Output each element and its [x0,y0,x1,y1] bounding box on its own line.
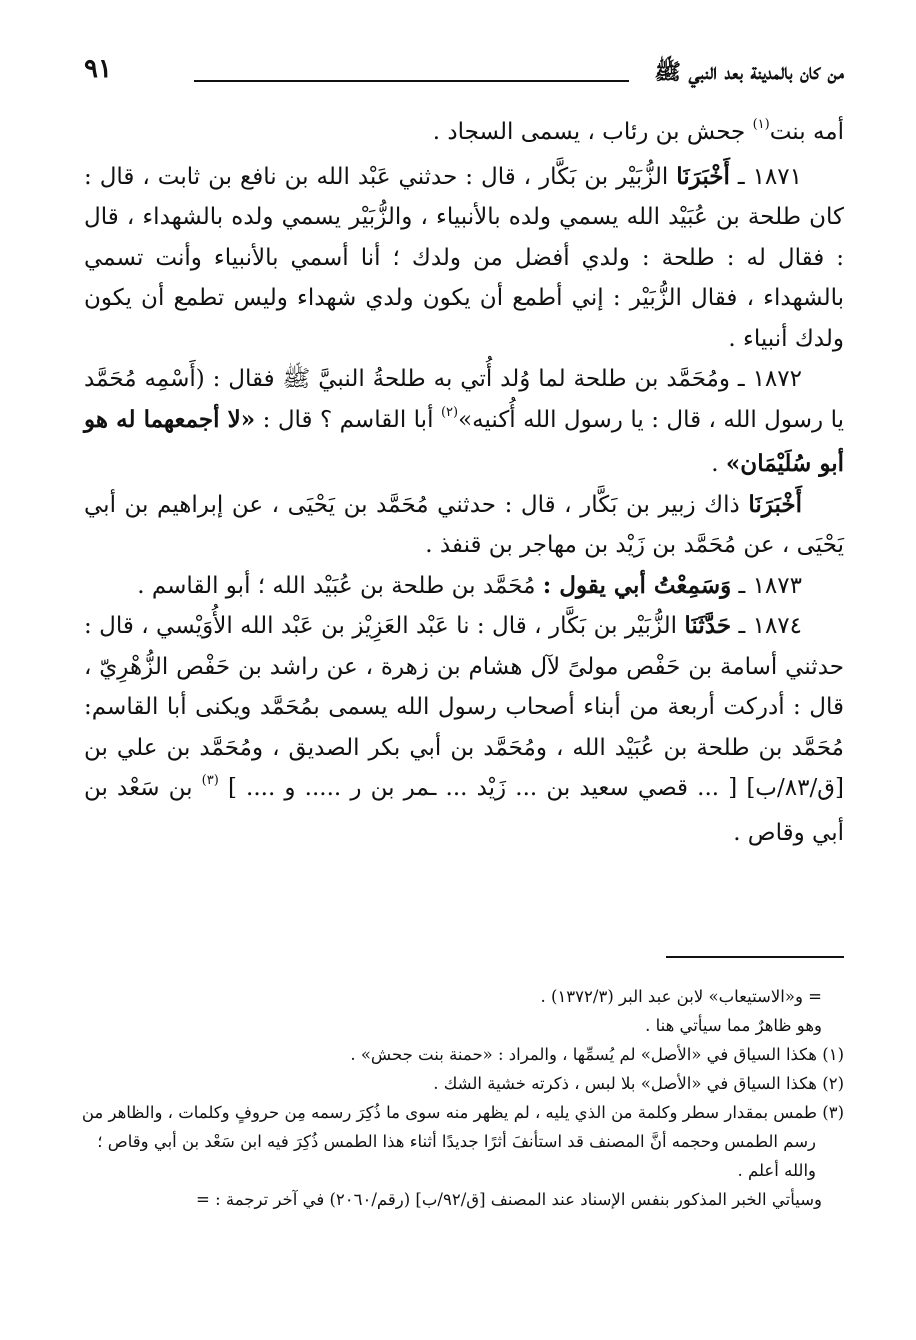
text-run: ذاك زبير بن بَكَّار ، قال : حدثني مُحَمَّد بن يَحْيَى ، عن إبراهيم بن أبي يَحْيَى ، عن مُحَمَّد بن زَيْد بن مهاجر بن قنفذ . [84,491,844,558]
text-run: جحش بن رئاب ، يسمى السجاد . [432,119,746,145]
footnote-1: (١) هكذا السياق في «الأصل» لم يُسمِّها ، والمراد : «حمنة بنت جحش» . [350,1045,844,1064]
page-header [84,52,844,92]
footnote-continuation: وهو ظاهرٌ مما سيأتي هنا . [645,1016,822,1035]
paragraph-1872 [84,359,844,485]
text-run: الزُّبَيْر بن بَكَّار ، قال : نا عَبْد العَزِيْز بن عَبْد الله الأُوَيْسي ، قال : حدثني أسامة بن حَفْص مولىً لآل هشام بن زهرة ، عن راشد بن حَفْص الزُّهْرِيّ ، قال : أدركت أربعة من أبناء أصحاب رسول الله يسمى بمُحَمَّد ويكنى أبا القاسم: مُحَمَّد بن طلحة بن عُبَيْد الله ، ومُحَمَّد بن أبي بكر الصديق ، ومُحَمَّد بن علي بن [ق/٨٣/ب] [ ... قصي سعيد بن ... زَيْد ... ـمر بن ر ..... و .... ] [84,613,845,801]
header-rule [194,80,629,82]
paragraph-1874 [84,606,844,853]
text-run: ومُحَمَّد بن طلحة لما وُلد أُتي به طلحةُ النبيَّ ﷺ فقال : (أَسْمِه مُحَمَّد يا رسول الله ، قال : يا رسول الله أُكنيه» [84,366,845,433]
footnote-ref-1[interactable]: (١) [752,117,770,132]
text-run: الزُّبَيْر بن بَكَّار ، قال : حدثني عَبْد الله بن نافع بن ثابت ، قال : كان طلحة بن عُبَيْد الله يسمي ولده بالأنبياء ، والزُّبَيْر يسمي ولده بالشهداء ، قال : فقال له : طلحة : ولدي أفضل من ولدك ؛ أنا أسمي بالأنبياء وأنت تسمي بالشهداء ، فقال الزُّبَيْر : إني أطمع أن يكون ولدي شهداء وليس تطمع أن يكون ولدك أنبياء . [84,163,844,352]
running-title: من كان بالمدينة بعد النبي ﷺ [654,59,844,85]
footnote-continuation: = و«الاستيعاب» لابن عبد البر (١٣٧٢/٣) . [540,987,822,1006]
prophetic-quote: «لا أجمعهما له هو أبو سُلَيْمَان» [84,405,844,477]
paragraph-1871 [84,157,844,360]
text-run: أبا القاسم ؟ قال : [262,406,434,433]
paragraph-1873 [84,566,844,607]
footnote-ref-2[interactable]: (٢) [440,404,459,420]
report-number: ١٨٧٢ ـ [737,366,802,392]
footnote-separator [666,956,844,958]
footnote-ref-3[interactable]: (٣) [201,773,219,788]
paragraph-opening [84,112,844,157]
report-number: ١٨٧٣ ـ [738,572,802,599]
narration-keyword: أَخْبَرَنَا [676,162,730,190]
text-run: . [711,451,719,477]
page-number: ٩١ [84,54,112,84]
report-number: ١٨٧٤ ـ [738,613,803,639]
paragraph-isnad [84,485,844,566]
footnote-3: (٣) طمس بمقدار سطر وكلمة من الذي يليه ، لم يظهر منه سوى ما ذُكِرَ رسمه مِن حروفٍ وكلمات ، والظاهر من رسم الطمس وحجمه أنَّ المصنف قد استأنفَ أثرًا جديدًا أثناء هذا الطمس ذُكِرَ فيه ابن سَعْد بن أبي وقاص ؛ والله أعلم . [81,1103,844,1180]
footnote-2: (٢) هكذا السياق في «الأصل» بلا لبس ، ذكرته خشية الشك . [433,1074,844,1093]
footnote-continuation: وسيأتي الخبر المذكور بنفس الإسناد عند المصنف [ق/٩٢/ب] (رقم/٢٠٦٠) في آخر ترجمة : = [196,1190,822,1209]
narration-keyword: حَدَّثَنَا [684,612,732,639]
narration-keyword: أَخْبَرَنَا [748,490,802,518]
report-number: ١٨٧١ ـ [737,163,802,190]
main-text [84,112,844,853]
text-run: مُحَمَّد بن طلحة بن عُبَيْد الله ؛ أبو القاسم . [137,572,536,599]
text-run: أمه بنت [769,119,844,145]
narration-keyword: وَسَمِعْتُ أبي يقول : [542,571,732,599]
footnotes [80,982,844,1214]
text-run: بن سَعْد بن أبي وقاص . [84,775,844,846]
